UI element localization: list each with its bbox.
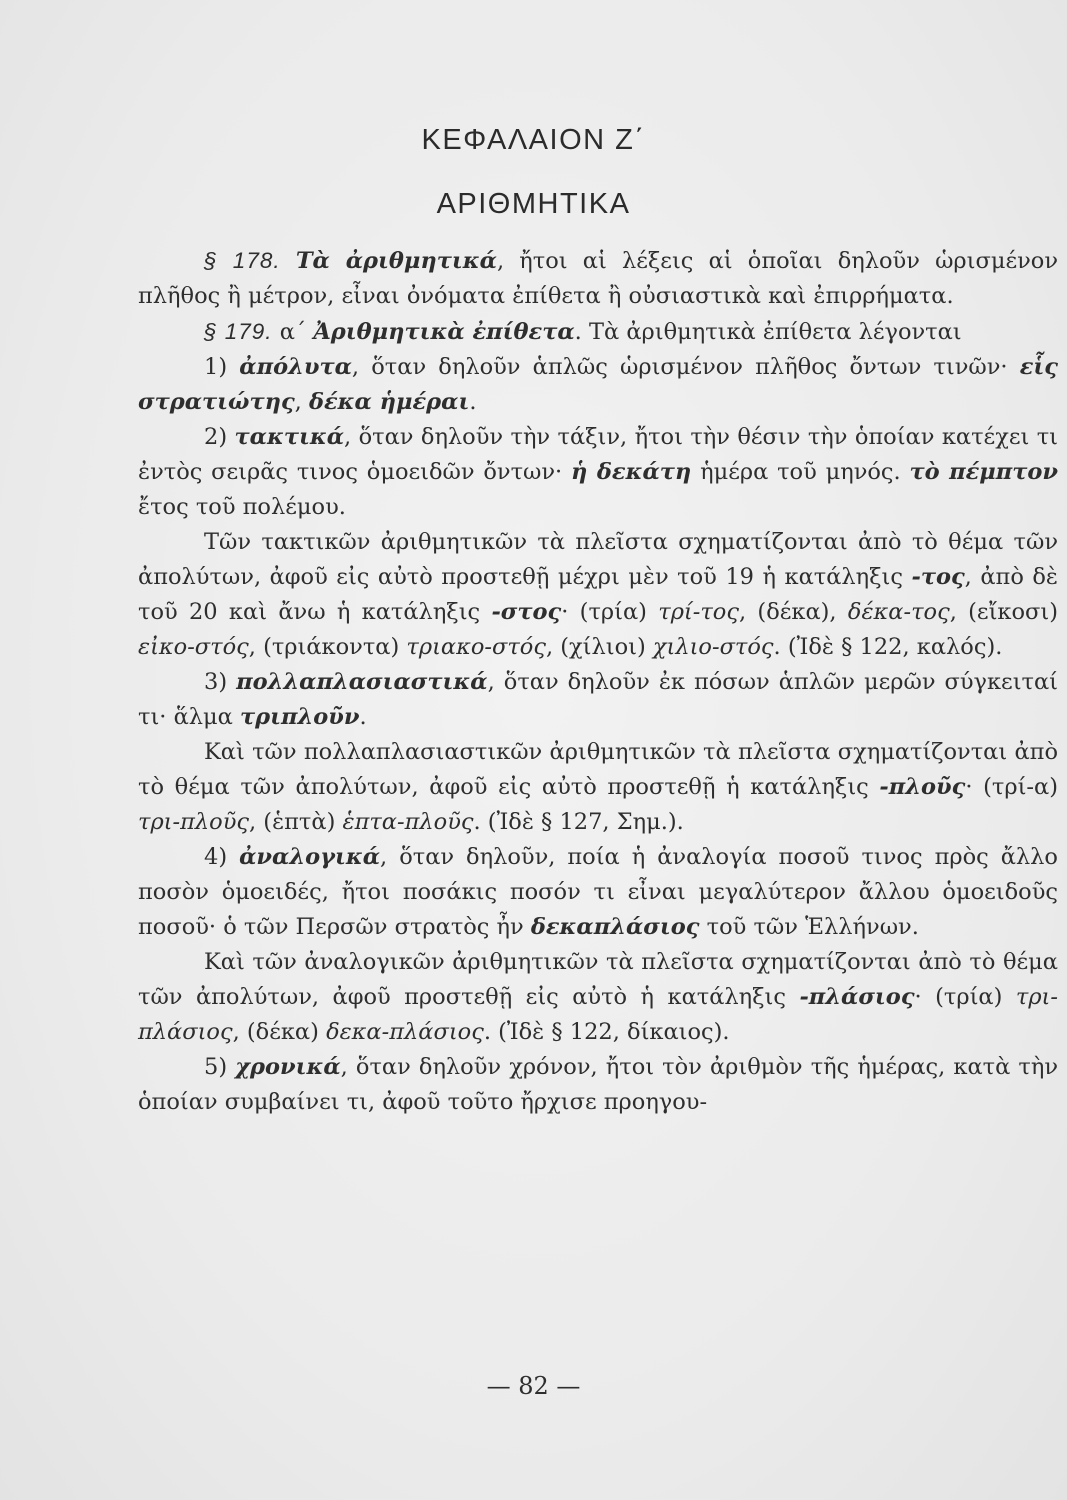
example-text: τριπλοῦν (240, 704, 360, 730)
item-3-formation (138, 735, 1058, 840)
paragraph-179 (138, 314, 1058, 350)
item-2-text: , ὅταν δηλοῦν τὴν τάξιν, ἤτοι τὴν θέσιν τὴν ὁποίαν κατέχει τι ἐντὸς σειρᾶς τινος ὁμοειδῶν ὄντων· (138, 424, 1058, 485)
chapter-title: ΑΡΙΘΜΗΤΙΚΑ (436, 188, 631, 220)
formation-text: . (Ἰδὲ § 122, δίκαιος). (483, 1019, 730, 1045)
item-5-number: 5) (204, 1054, 236, 1080)
section-179-number: § 179. (204, 319, 273, 344)
formation-text: , (δέκα) (232, 1019, 327, 1045)
formation-text: , (ἑπτὰ) (248, 809, 343, 835)
item-1-text: , ὅταν δηλοῦν ἁπλῶς ὡρισμένον πλῆθος ὄντων τινῶν· (351, 354, 1020, 380)
item-4 (138, 840, 1058, 945)
term-pollaplasiastika: πολλαπλασιαστικά (236, 669, 488, 695)
term-apolyta: ἀπόλυτα (239, 354, 352, 380)
section-178-number: § 178. (204, 248, 281, 273)
formation-text: Τῶν τακτικῶν ἀριθμητικῶν τὰ πλεῖστα σχηματίζονται ἀπὸ τὸ θέμα τῶν ἀπολύτων, ἀφοῦ εἰς αὐτὸ προστεθῇ μέχρι μὲν τοῦ 19 ἡ κατάληξις (138, 529, 1058, 590)
example-text: ἑπτα-πλοῦς (342, 809, 474, 835)
paragraph-178-text: , ἤτοι αἱ λέξεις αἱ ὁποῖαι δηλοῦν ὡρισμένον πλῆθος ἢ μέτρον, εἶναι ὀνόματα ἐπίθετα ἢ οὐσιαστικὰ καὶ ἐπιρρήματα. (138, 248, 1059, 309)
punctuation: . (359, 704, 367, 730)
example-text: δέκα-τος (847, 599, 950, 625)
item-1-number: 1) (204, 354, 240, 380)
term-arithmetika: Τὰ ἀριθμητικά (295, 248, 497, 274)
item-2-number: 2) (204, 424, 235, 450)
chapter-label: ΚΕΦΑΛΑΙΟΝ Ζ΄ (421, 124, 646, 156)
example-text: εἷς στρατιώτης (138, 354, 1058, 415)
item-3-text: , ὅταν δηλοῦν ἐκ πόσων ἁπλῶν μερῶν σύγκειταί τι· ἅλμα (138, 669, 1058, 730)
item-4-formation (138, 945, 1058, 1050)
suffix-text: -πλοῦς (879, 774, 966, 800)
example-text: τριακο-στός (406, 634, 546, 660)
example-text: τρι-πλοῦς (138, 809, 249, 835)
page-number: — 82 — (486, 1372, 581, 1400)
formation-text: , (δέκα), (738, 599, 848, 625)
formation-text: , (τριάκοντα) (248, 634, 407, 660)
item-1 (138, 350, 1058, 420)
item-3-number: 3) (204, 669, 237, 695)
item-3 (138, 665, 1058, 735)
separator: , (294, 389, 309, 415)
example-text: χιλιο-στός (652, 634, 774, 660)
formation-text: . (Ἰδὲ § 122, καλός). (773, 634, 1003, 660)
punctuation: . (469, 389, 477, 415)
formation-text: · (τρί-α) (965, 774, 1059, 800)
suffix-text: -πλάσιος (799, 984, 915, 1010)
example-text: τὸ πέμπτον (909, 459, 1058, 485)
item-2-text: ἔτος τοῦ πολέμου. (138, 494, 346, 520)
term-taktika: τακτικά (234, 424, 345, 450)
formation-text: Καὶ τῶν ἀναλογικῶν ἀριθμητικῶν τὰ πλεῖστα σχηματίζονται ἀπὸ τὸ θέμα τῶν ἀπολύτων, ἀφοῦ προστεθῇ εἰς αὐτὸ ἡ κατάληξις (138, 949, 1058, 1010)
formation-text: , (χίλιοι) (545, 634, 653, 660)
item-2-text: ἡμέρα τοῦ μηνός. (691, 459, 910, 485)
paragraph-178 (138, 243, 1058, 314)
term-chronika: χρονικά (235, 1054, 341, 1080)
body-text (138, 243, 1058, 1120)
item-5-text: , ὅταν δηλοῦν χρόνον, ἤτοι τὸν ἀριθμὸν τῆς ἡμέρας, κατὰ τὴν ὁποίαν συμβαίνει τι, ἀφοῦ τοῦτο ἤρχισε προηγου- (138, 1054, 1058, 1115)
suffix-text: -τος (911, 564, 965, 590)
example-text: τρι-πλάσιος (138, 984, 1058, 1045)
item-4-text: τοῦ τῶν Ἑλλήνων. (699, 914, 919, 940)
term-arithmetika-epitheta: Ἀριθμητικὰ ἐπίθετα (313, 319, 575, 345)
formation-text: · (τρία) (914, 984, 1016, 1010)
example-text: δεκα-πλάσιος (326, 1019, 484, 1045)
example-text: τρί-τος (658, 599, 739, 625)
formation-text: . (Ἰδὲ § 127, Σημ.). (473, 809, 684, 835)
item-4-number: 4) (204, 844, 240, 870)
example-text: ἡ δεκάτη (571, 459, 692, 485)
formation-text: , ἀπὸ δὲ τοῦ 20 καὶ ἄνω ἡ κατάληξις (138, 564, 1058, 625)
item-2 (138, 420, 1058, 525)
formation-text: · (τρία) (561, 599, 659, 625)
paragraph-179-text: . Τὰ ἀριθμητικὰ ἐπίθετα λέγονται (574, 319, 962, 345)
item-5 (138, 1050, 1058, 1120)
term-analogika: ἀναλογικά (239, 844, 381, 870)
example-text: δεκαπλάσιος (530, 914, 700, 940)
example-text: δέκα ἡμέραι (308, 389, 470, 415)
example-text: εἰκο-στός (138, 634, 249, 660)
formation-text: , (εἴκοσι) (949, 599, 1058, 625)
formation-text: Καὶ τῶν πολλαπλασιαστικῶν ἀριθμητικῶν τὰ πλεῖστα σχηματίζονται ἀπὸ τὸ θέμα τῶν ἀπολύτων, ἀφοῦ εἰς αὐτὸ προστεθῇ ἡ κατάληξις (138, 739, 1058, 800)
item-4-text: , ὅταν δηλοῦν, ποία ἡ ἀναλογία ποσοῦ τινος πρὸς ἄλλο ποσὸν ὁμοειδές, ἤτοι ποσάκις ποσόν τι εἶναι μεγαλύτερον ἄλλου ὁμοειδοῦς ποσοῦ· ὁ τῶν Περσῶν στρατὸς ἦν (138, 844, 1058, 940)
item-2-formation (138, 525, 1058, 665)
subsection-mark: α΄ (272, 319, 314, 345)
suffix-text: -στος (491, 599, 562, 625)
